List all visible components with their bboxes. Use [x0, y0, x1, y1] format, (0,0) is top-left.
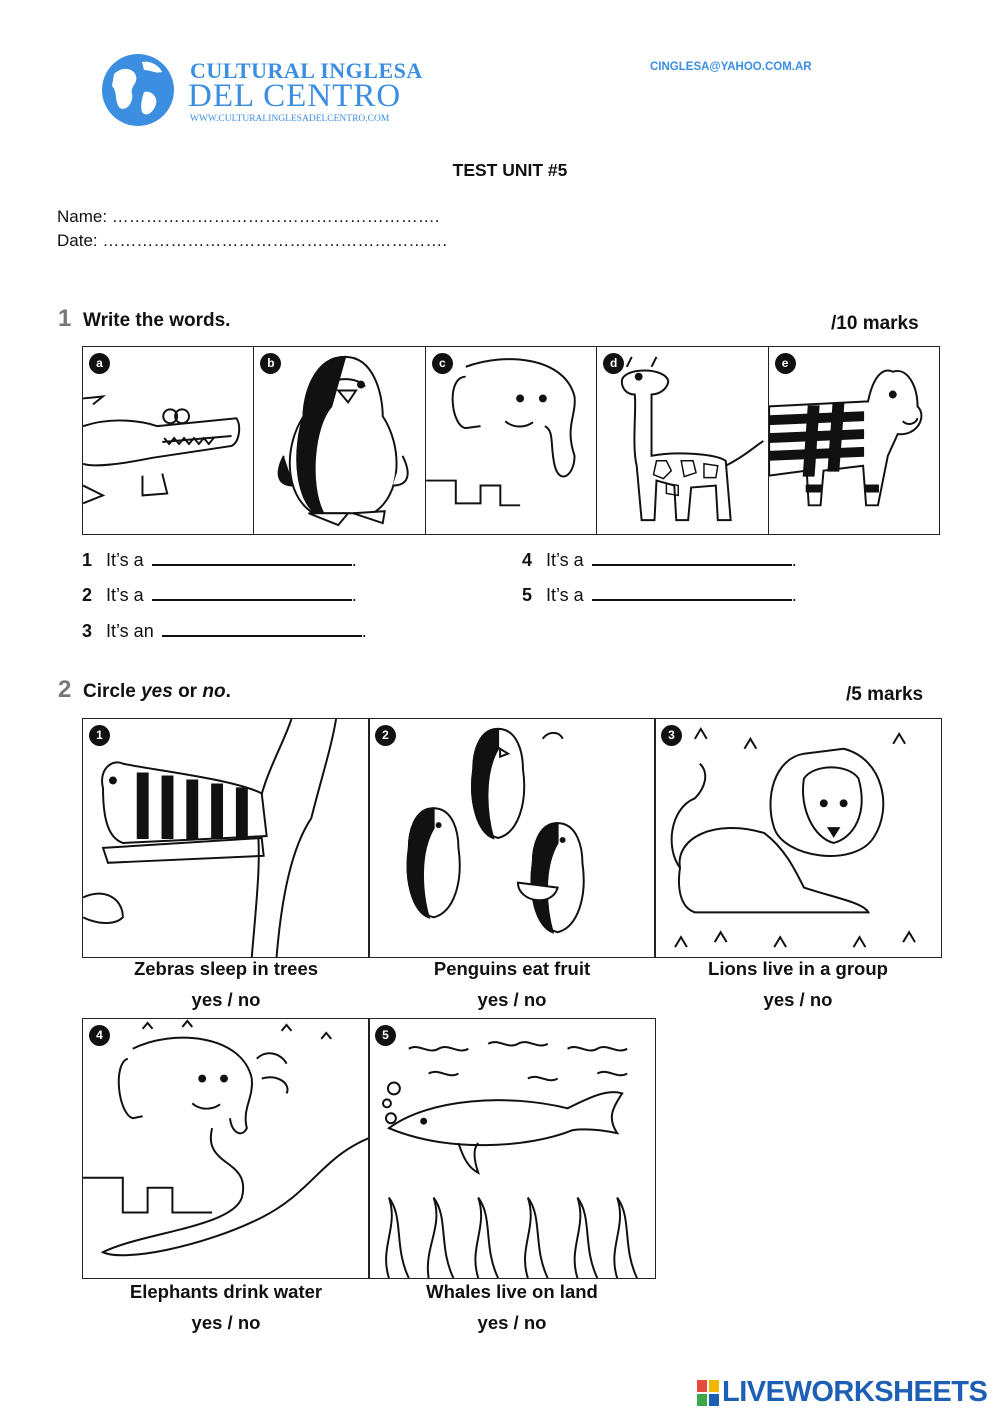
answer-2[interactable]: yes / no	[477, 989, 547, 1010]
brand-line-1: CULTURAL INGLESA	[190, 58, 423, 83]
answer-blank-3[interactable]	[162, 619, 362, 637]
panel-3-number: 3	[661, 725, 682, 746]
panel-3	[654, 718, 942, 958]
picture-c-letter: c	[432, 353, 453, 374]
section-1-marks: /10 marks	[831, 313, 919, 334]
section-2-number: 2	[58, 676, 72, 703]
answer-3[interactable]: yes / no	[763, 989, 833, 1010]
section-2-marks: /5 marks	[846, 684, 924, 705]
answer-blank-5[interactable]	[592, 583, 792, 601]
brand-url: WWW.CULTURALINGLESADELCENTRO.COM	[190, 114, 390, 124]
panel-1-number: 1	[89, 725, 110, 746]
caption-3: Lions live in a group	[708, 958, 888, 979]
name-field[interactable]: Name: ………………………………………………….	[57, 207, 440, 226]
elephant-icon	[426, 347, 596, 534]
zebra-in-tree-icon	[83, 719, 369, 957]
answer-blank-4[interactable]	[592, 548, 792, 566]
answer-5[interactable]: yes / no	[477, 1312, 547, 1333]
liveworksheets-logo-icon	[697, 1380, 719, 1406]
picture-a-letter: a	[89, 353, 110, 374]
caption-2: Penguins eat fruit	[433, 958, 591, 979]
question-2: 2 It’s a .	[82, 585, 357, 605]
lion-icon	[655, 719, 941, 957]
elephant-water-icon	[83, 1019, 369, 1278]
liveworksheets-brand: LIVEWORKSHEETS	[722, 1376, 988, 1408]
section-1-number: 1	[58, 305, 72, 332]
question-4: 4 It’s a .	[522, 550, 797, 570]
panel-1	[82, 718, 370, 958]
caption-4: Elephants drink water	[129, 1281, 323, 1302]
panel-2-number: 2	[375, 725, 396, 746]
section-2-title: Circle yes or no.	[83, 681, 231, 702]
date-field[interactable]: Date: …………………………………………………….	[57, 231, 448, 250]
picture-b	[254, 347, 425, 534]
question-3: 3 It’s an .	[82, 621, 367, 641]
penguins-eating-icon	[369, 719, 655, 957]
picture-a	[83, 347, 254, 534]
panel-5-number: 5	[375, 1025, 396, 1046]
zebra-icon	[769, 347, 939, 534]
page-title: TEST UNIT #5	[452, 160, 568, 180]
contact-email: CINGLESA@YAHOO.COM.AR	[650, 61, 812, 73]
giraffe-icon	[597, 347, 767, 534]
caption-5: Whales live on land	[426, 1281, 598, 1302]
whale-icon	[369, 1019, 655, 1278]
panel-2	[368, 718, 656, 958]
panel-5	[368, 1018, 656, 1279]
panel-4-number: 4	[89, 1025, 110, 1046]
picture-e	[769, 347, 939, 534]
question-5: 5 It’s a .	[522, 585, 797, 605]
answer-blank-2[interactable]	[152, 583, 352, 601]
answer-1[interactable]: yes / no	[191, 989, 261, 1010]
picture-b-letter: b	[260, 353, 281, 374]
answer-blank-1[interactable]	[152, 548, 352, 566]
globe-logo-icon	[100, 52, 176, 128]
picture-strip	[82, 346, 940, 535]
question-1: 1 It’s a .	[82, 550, 357, 570]
section-1-title: Write the words.	[83, 310, 231, 331]
panel-4	[82, 1018, 370, 1279]
brand-line-2: DEL CENTRO	[188, 78, 402, 114]
picture-e-letter: e	[775, 353, 796, 374]
picture-d-letter: d	[603, 353, 624, 374]
picture-c	[426, 347, 597, 534]
crocodile-icon	[83, 347, 253, 534]
penguin-icon	[254, 347, 424, 534]
answer-4[interactable]: yes / no	[191, 1312, 261, 1333]
caption-1: Zebras sleep in trees	[133, 958, 319, 979]
picture-d	[597, 347, 768, 534]
